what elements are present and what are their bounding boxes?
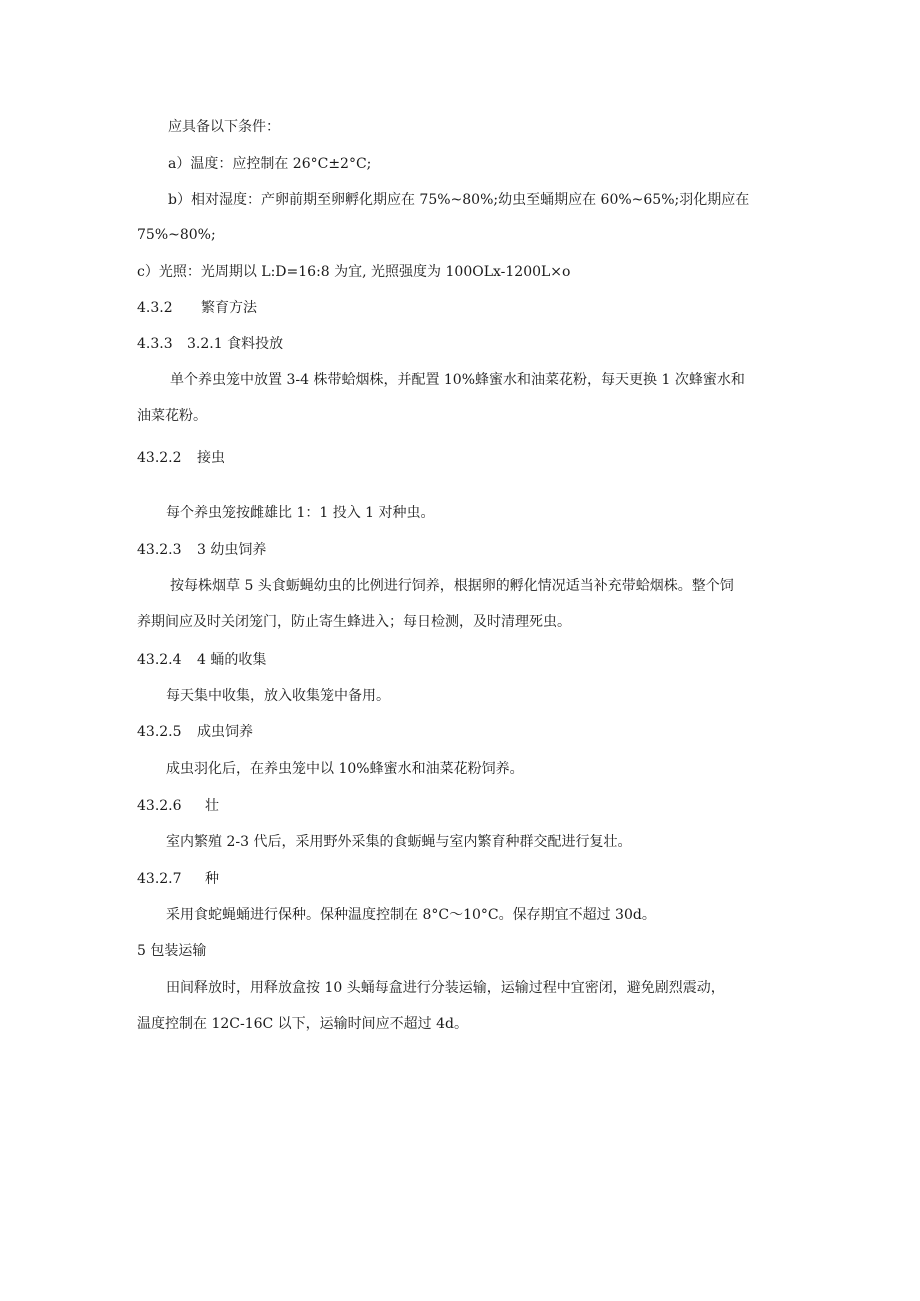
section-title: 成虫饲养 (197, 724, 253, 740)
section-number: 43.2.3 (137, 542, 182, 558)
intro-text: 应具备以下条件： (168, 119, 280, 135)
section-number: 4.3.2 (137, 300, 173, 316)
condition-humidity-line1: b）相对湿度：产卵前期至卵孵化期应在 75%~80%;幼虫至蛹期应在 60%~65%;羽化期应在 (168, 192, 750, 208)
section-4-3-2-3-heading (137, 540, 266, 560)
preservation-paragraph: 采用食蛇蝇蛹进行保种。保种温度控制在 8°C～10°C。保存期宜不超过 30d。 (166, 907, 656, 923)
larva-paragraph-line2: 养期间应及时关闭笼门，防止寄生蜂进入；每日检测，及时清理死虫。 (137, 614, 571, 630)
transport-paragraph-line1: 田间释放时，用释放盒按 10 头蛹每盒进行分装运输，运输过程中宜密闭，避免剧烈震动， (166, 980, 725, 996)
section-4-3-2-5-heading (137, 722, 253, 742)
condition-humidity-line2: 75%~80%; (137, 227, 216, 243)
section-title: 4 蛹的收集 (197, 652, 267, 668)
feed-paragraph-line1: 单个养虫笼中放置 3-4 株带蛤烟株，并配置 10%蜂蜜水和油菜花粉，每天更换 1 次蜂蜜水和 (170, 372, 745, 388)
section-5-heading: 5 包装运输 (137, 943, 207, 959)
rejuvenation-paragraph: 室内繁殖 2-3 代后，采用野外采集的食蛎蝇与室内繁育种群交配进行复壮。 (166, 834, 632, 850)
feed-paragraph-line2: 油菜花粉。 (137, 408, 207, 424)
section-title: 3 幼虫饲养 (197, 542, 267, 558)
section-number: 43.2.4 (137, 652, 182, 668)
section-number: 4.3.3 (137, 336, 173, 352)
adult-paragraph: 成虫羽化后，在养虫笼中以 10%蜂蜜水和油菜花粉饲养。 (166, 761, 524, 777)
condition-temperature: a）温度：应控制在 26°C±2°C; (168, 156, 372, 172)
larva-paragraph-line1: 按每株烟草 5 头食蛎蝇幼虫的比例进行饲养，根据卵的孵化情况适当补充带蛤烟株。整个饲 (170, 578, 734, 594)
section-4-3-2-6-heading (137, 796, 219, 816)
section-title: 繁育方法 (201, 300, 257, 316)
section-4-3-2-7-heading (137, 869, 219, 889)
condition-light: c）光照：光周期以 L:D=16:8 为宜, 光照强度为 100OLx-1200L×o (137, 264, 571, 280)
section-4-3-2-4-heading (137, 650, 266, 670)
section-number: 43.2.6 (137, 798, 182, 814)
insert-paragraph: 每个养虫笼按雌雄比 1：1 投入 1 对种虫。 (166, 505, 435, 521)
section-number: 43.2.2 (137, 450, 182, 466)
section-title: 壮 (205, 798, 219, 814)
pupa-paragraph: 每天集中收集，放入收集笼中备用。 (166, 688, 390, 704)
section-number: 43.2.5 (137, 724, 182, 740)
section-title: 接虫 (197, 450, 225, 466)
section-title: 3.2.1 食料投放 (187, 336, 284, 352)
section-4-3-2-heading (137, 298, 257, 318)
section-number: 43.2.7 (137, 871, 182, 887)
transport-paragraph-line2: 温度控制在 12C-16C 以下，运输时间应不超过 4d。 (137, 1016, 469, 1032)
section-title: 种 (205, 871, 219, 887)
section-4-3-3-heading (137, 334, 283, 354)
section-4-3-2-2-heading (137, 448, 225, 468)
